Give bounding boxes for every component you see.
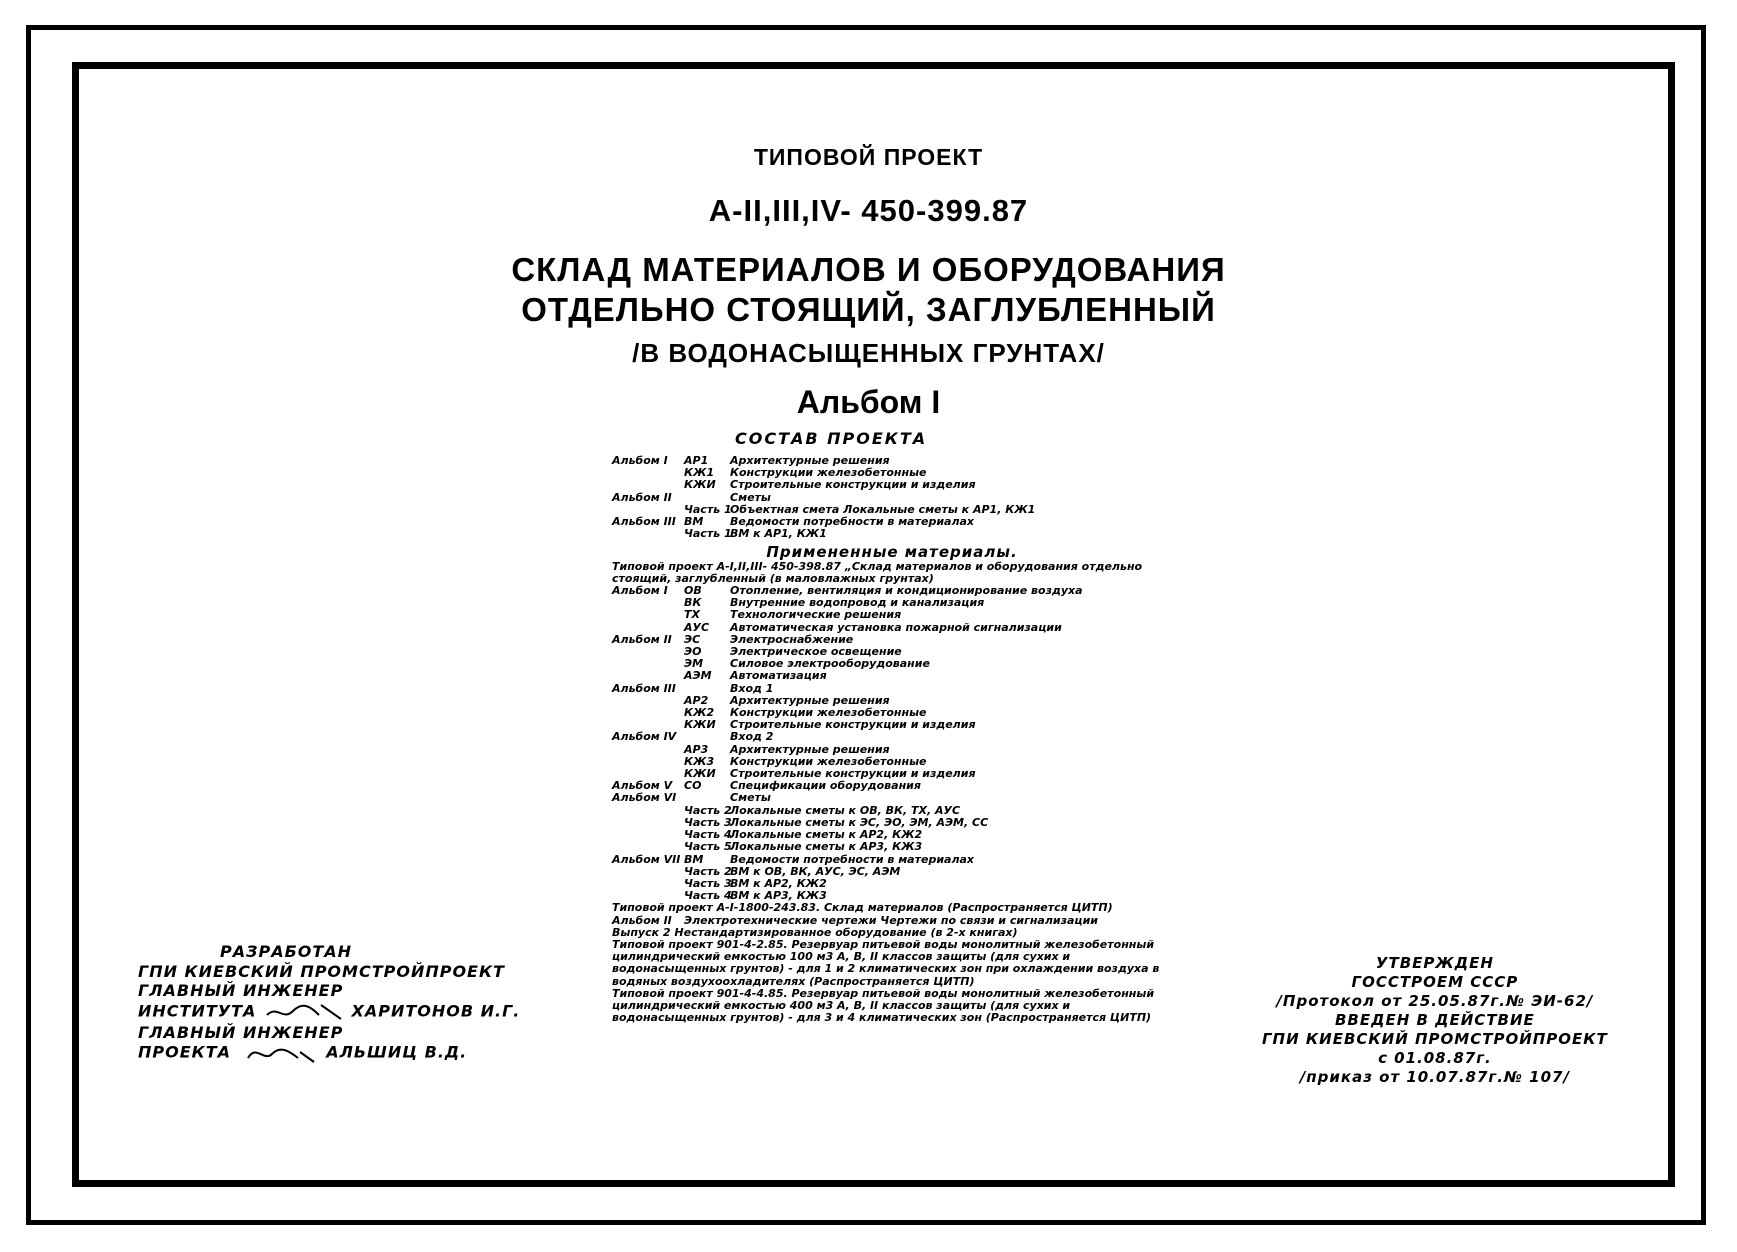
text-cell: Технологические решения <box>730 608 902 622</box>
code-cell: КЖ1 <box>684 466 715 480</box>
code-cell: Часть 4 <box>684 889 732 903</box>
project-row <box>138 1042 520 1064</box>
code-cell: КЖ2 <box>684 706 715 720</box>
developed-org: ГПИ КИЕВСКИЙ ПРОМСТРОЙПРОЕКТ <box>138 961 505 981</box>
project-engineer-name: АЛЬШИЦ В.Д. <box>326 1042 468 1062</box>
institute-label: ИНСТИТУТА <box>138 1001 257 1020</box>
signature-1 <box>263 1001 345 1023</box>
album-cell: Альбом II <box>612 490 672 504</box>
enacted-heading: ВВЕДЕН В ДЕЙСТВИЕ <box>1335 1011 1535 1029</box>
code-cell: Часть 3 <box>684 876 732 890</box>
code-cell: АР3 <box>684 742 709 756</box>
code-cell: КЖ3 <box>684 754 715 768</box>
institute-engineer-name: ХАРИТОНОВ И.Г. <box>351 1001 521 1020</box>
text-cell: Строительные конструкции и изделия <box>730 718 976 732</box>
applied-para-2: Выпуск 2 Нестандартизированное оборудование (в 2-х книгах) <box>612 925 1018 939</box>
code-cell: СО <box>684 779 702 793</box>
composition-title: СОСТАВ ПРОЕКТА <box>735 429 928 448</box>
list-item <box>612 841 1172 853</box>
text-cell: Сметы <box>730 791 771 805</box>
approved-heading: УТВЕРЖДЕН <box>1375 954 1494 972</box>
code-cell: Часть 4 <box>684 828 732 842</box>
text-cell: Автоматизация <box>730 669 827 683</box>
album-cell: Альбом I <box>612 454 668 467</box>
album-cell <box>612 829 684 841</box>
code-cell: Часть 1 <box>684 502 732 516</box>
text-cell: Архитектурные решения <box>730 454 890 467</box>
text-cell: Локальные сметы к АР2, КЖ2 <box>730 828 923 842</box>
list-item <box>612 622 1172 634</box>
applied-intro: Типовой проект А-I,II,III- 450-398.87 „Склад материалов и оборудования отдельно стоящий, заглубленный (в маловлажных грунтах) <box>612 559 1143 585</box>
album-cell: Альбом I <box>612 584 668 598</box>
code-cell: Часть 2 <box>684 803 732 817</box>
text-cell: Автоматическая установка пожарной сигнализации <box>730 620 1062 634</box>
code-cell <box>684 731 730 743</box>
album-cell: Альбом II <box>612 913 672 927</box>
approved-protocol: /Протокол от 25.05.87г.№ ЭИ-62/ <box>1276 992 1594 1010</box>
list-item <box>612 492 1172 504</box>
list-item <box>612 792 1172 804</box>
album-cell <box>612 528 684 540</box>
text-cell: Сметы <box>730 490 771 504</box>
code-cell: КЖИ <box>684 478 716 492</box>
applied-para-1-album <box>612 915 1172 927</box>
applied-rows <box>612 585 1172 902</box>
album-cell <box>612 805 684 817</box>
enacted-org: ГПИ КИЕВСКИЙ ПРОМСТРОЙПРОЕКТ <box>1262 1030 1608 1048</box>
code-cell: Часть 2 <box>684 864 732 878</box>
code-cell: ОВ <box>684 584 702 598</box>
album-cell <box>612 622 684 634</box>
album-cell <box>612 467 684 479</box>
project-title <box>0 250 1737 330</box>
album-cell: Альбом II <box>612 632 672 646</box>
approved-block <box>1262 954 1608 1087</box>
developed-heading: РАЗРАБОТАН <box>220 942 353 961</box>
album-cell <box>612 670 684 682</box>
text-cell: Ведомости потребности в материалах <box>730 852 975 866</box>
text-cell: Строительные конструкции и изделия <box>730 767 976 781</box>
composition-rows <box>612 455 1172 540</box>
text-cell: Конструкции железобетонные <box>730 754 927 768</box>
code-cell: АР2 <box>684 693 709 707</box>
text-cell: Вход 2 <box>730 730 774 744</box>
title-line-1: СКЛАД МАТЕРИАЛОВ И ОБОРУДОВАНИЯ <box>511 251 1226 288</box>
approved-org: ГОССТРОЕМ СССР <box>1351 973 1519 991</box>
album-cell <box>612 658 684 670</box>
title-line-2: ОТДЕЛЬНО СТОЯЩИЙ, ЗАГЛУБЛЕННЫЙ <box>521 291 1216 328</box>
text-cell: Архитектурные решения <box>730 742 890 756</box>
list-item <box>612 609 1172 621</box>
text-cell: Спецификации оборудования <box>730 779 921 793</box>
project-label: ПРОЕКТА <box>138 1042 232 1062</box>
text-cell: Вход 1 <box>730 681 774 695</box>
album-cell <box>612 597 684 609</box>
code-cell: Часть 1 <box>684 527 732 541</box>
text-cell: Строительные конструкции и изделия <box>730 478 976 492</box>
enacted-order: /приказ от 10.07.87г.№ 107/ <box>1299 1068 1570 1086</box>
code-cell: КЖИ <box>684 718 716 732</box>
text-cell: Внутренние водопровод и канализация <box>730 596 985 610</box>
code-cell: ТХ <box>684 608 700 622</box>
project-subtitle: /В ВОДОНАСЫЩЕННЫХ ГРУНТАХ/ <box>632 338 1105 368</box>
code-cell: ВМ <box>684 515 704 529</box>
code-cell <box>684 492 730 504</box>
album-cell <box>612 817 684 829</box>
code-cell: АЭМ <box>684 669 712 683</box>
album-cell <box>612 479 684 491</box>
text-cell: ВМ к АР1, КЖ1 <box>730 527 827 541</box>
enacted-date: с 01.08.87г. <box>1378 1049 1492 1067</box>
text-cell: Электрическое освещение <box>730 645 902 659</box>
text-cell: Электротехнические чертежи Чертежи по связи и сигнализации <box>684 913 1098 927</box>
album-cell <box>612 695 684 707</box>
applied-para-4: Типовой проект 901-4-4.85. Резервуар питьевой воды монолитный железобетонный цилиндрический емкостью 400 м3 А, В, II классов защиты (для сухих и водонасыщенных грунтов) - для 3 и 4 климатических зон (Распространяется ЦИТП) <box>612 986 1155 1025</box>
code-cell <box>684 792 730 804</box>
code-cell: Часть 3 <box>684 815 732 829</box>
list-item <box>612 780 1172 792</box>
text-cell: Электроснабжение <box>730 632 854 646</box>
album-cell <box>612 646 684 658</box>
text-cell: Локальные сметы к АР3, КЖ3 <box>730 840 923 854</box>
text-cell: ВМ к АР3, КЖ3 <box>730 889 827 903</box>
text-cell: Конструкции железобетонные <box>730 706 927 720</box>
code-cell: ВК <box>684 596 702 610</box>
list-item <box>612 719 1172 731</box>
text-cell: Архитектурные решения <box>730 693 890 707</box>
list-item <box>612 731 1172 743</box>
text-cell: ВМ к ОВ, ВК, АУС, ЭС, АЭМ <box>730 864 901 878</box>
code-cell: КЖИ <box>684 767 716 781</box>
code-cell: АУС <box>684 620 710 634</box>
album-cell: Альбом VII <box>612 852 681 866</box>
list-item <box>612 670 1172 682</box>
text-cell: ВМ к АР2, КЖ2 <box>730 876 827 890</box>
text-cell: Отопление, вентиляция и кондиционирование воздуха <box>730 584 1083 598</box>
text-cell: Локальные сметы к ОВ, ВК, ТХ, АУС <box>730 803 961 817</box>
text-cell: Конструкции железобетонные <box>730 466 927 480</box>
album-cell <box>612 756 684 768</box>
album-cell <box>612 609 684 621</box>
chief-engineer-label: ГЛАВНЫЙ ИНЖЕНЕР <box>138 981 344 1000</box>
album-cell <box>612 841 684 853</box>
album-label: Альбом I <box>796 384 941 420</box>
composition-list <box>612 455 1172 1024</box>
text-cell: Локальные сметы к ЭС, ЭО, ЭМ, АЭМ, СС <box>730 815 989 829</box>
list-item <box>612 854 1172 866</box>
applied-para-1: Типовой проект А-I-1800-243.83. Склад материалов (Распространяется ЦИТП) <box>612 901 1113 915</box>
album-cell: Альбом III <box>612 681 676 695</box>
code-cell: ЭО <box>684 645 702 659</box>
album-cell <box>612 707 684 719</box>
list-item <box>612 479 1172 491</box>
album-cell: Альбом VI <box>612 791 677 805</box>
project-code: А-II,III,IV- 450-399.87 <box>708 193 1029 228</box>
code-cell: ЭС <box>684 632 701 646</box>
album-cell <box>612 878 684 890</box>
text-cell: Объектная смета Локальные сметы к АР1, КЖ1 <box>730 502 1036 516</box>
developed-block <box>138 942 520 1064</box>
code-cell: ЭМ <box>684 657 704 671</box>
album-cell <box>612 744 684 756</box>
album-cell <box>612 866 684 878</box>
applied-para-3: Типовой проект 901-4-2.85. Резервуар питьевой воды монолитный железобетонный цилиндрический емкостью 100 м3 А, В, II классов защиты (для сухих и водонасыщенных грунтов) - для 1 и 2 климатических зон при охлаждении воздуха в водяных воздухоохладителях (Распространяется ЦИТП) <box>612 937 1160 988</box>
text-cell: Силовое электрооборудование <box>730 657 930 671</box>
text-cell: Ведомости потребности в материалах <box>730 515 975 529</box>
signature-2 <box>238 1042 320 1064</box>
album-cell: Альбом V <box>612 779 673 793</box>
project-type-label: ТИПОВОЙ ПРОЕКТ <box>753 144 984 170</box>
institute-row <box>138 1001 520 1023</box>
album-cell: Альбом IV <box>612 730 677 744</box>
list-item <box>612 528 1172 540</box>
album-cell: Альбом III <box>612 515 676 529</box>
code-cell: Часть 5 <box>684 840 732 854</box>
project-engineer-label: ГЛАВНЫЙ ИНЖЕНЕР <box>138 1022 344 1042</box>
code-cell: ВМ <box>684 852 704 866</box>
applied-title: Примененные материалы. <box>766 543 1018 562</box>
code-cell: АР1 <box>684 454 709 467</box>
